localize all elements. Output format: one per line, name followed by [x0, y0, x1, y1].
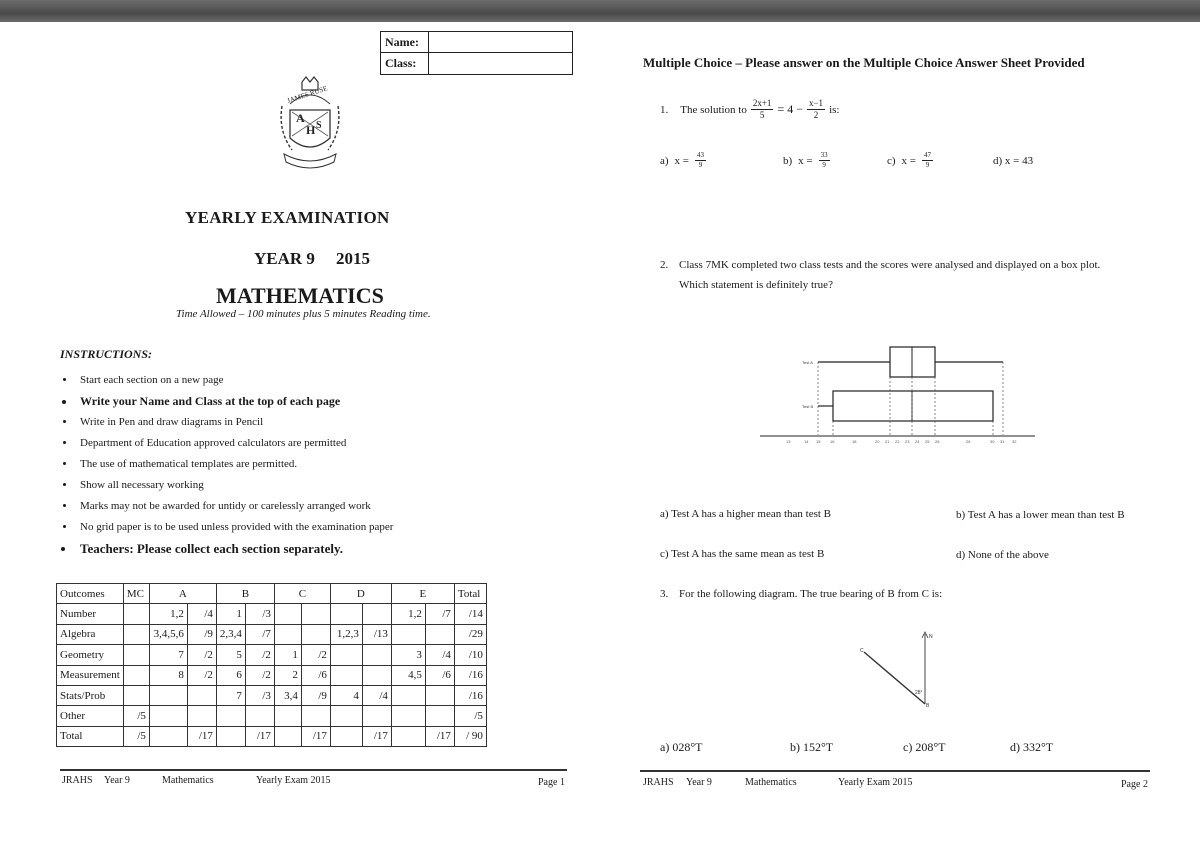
- q3-text: For the following diagram. The true bearing of B from C is:: [679, 588, 943, 600]
- table-cell: [391, 706, 425, 726]
- table-cell: /9: [187, 624, 216, 644]
- exam-year-label: YEAR 9: [254, 249, 315, 268]
- test-b-label: Test B: [802, 404, 814, 409]
- svg-text:H: H: [306, 123, 316, 137]
- q3-option-a: a) 028°T: [660, 740, 703, 754]
- q1-text-end: is:: [829, 103, 840, 116]
- q1-option-a: a) x = $\frac{43}{9}$: [660, 151, 705, 169]
- svg-text:30: 30: [990, 439, 995, 444]
- table-cell: [330, 706, 362, 726]
- q2-option-c: c) Test A has the same mean as test B: [660, 548, 825, 560]
- table-cell: [330, 604, 362, 624]
- row-label: Other: [57, 706, 124, 726]
- table-cell: [425, 624, 454, 644]
- footer-page: Page 1: [538, 777, 565, 788]
- table-cell: [274, 624, 301, 644]
- subject-title: MATHEMATICS: [216, 283, 384, 308]
- table-cell: /3: [245, 685, 274, 705]
- table-cell: /14: [454, 604, 486, 624]
- table-cell: /17: [425, 726, 454, 746]
- table-cell: 7: [216, 685, 245, 705]
- table-cell: [301, 624, 330, 644]
- table-cell: 1,2: [391, 604, 425, 624]
- svg-text:13: 13: [786, 439, 791, 444]
- table-cell: 1: [274, 645, 301, 665]
- svg-text:18: 18: [852, 439, 857, 444]
- table-cell: 5: [216, 645, 245, 665]
- header-cell: D: [330, 584, 391, 604]
- svg-text:26: 26: [935, 439, 940, 444]
- q2-question: Which statement is definitely true?: [679, 279, 833, 291]
- header-cell: E: [391, 584, 454, 604]
- footer-exam: Yearly Exam 2015: [256, 775, 331, 786]
- outcomes-table: [56, 583, 487, 747]
- table-cell: /17: [245, 726, 274, 746]
- name-field: [429, 32, 572, 53]
- multiple-choice-heading: Multiple Choice – Please answer on the Multiple Choice Answer Sheet Provided: [643, 55, 1085, 70]
- svg-text:21: 21: [885, 439, 890, 444]
- footer-subject: Mathematics: [162, 775, 214, 786]
- footer-rule: [640, 770, 1150, 772]
- table-cell: [123, 685, 149, 705]
- table-cell: [123, 604, 149, 624]
- row-label: Geometry: [57, 645, 124, 665]
- q1-option-b: b) x = $\frac{33}{9}$: [783, 151, 828, 169]
- table-cell: 4,5: [391, 665, 425, 685]
- row-label: Total: [57, 726, 124, 746]
- instruction-item: • Teachers: Please collect each section separately.: [76, 538, 546, 559]
- table-cell: [216, 726, 245, 746]
- svg-text:16: 16: [830, 439, 835, 444]
- table-cell: [187, 706, 216, 726]
- q1-option-c: c) x = $\frac{47}{9}$: [887, 151, 932, 169]
- header-cell: MC: [123, 584, 149, 604]
- class-field: [429, 53, 572, 74]
- svg-text:15: 15: [816, 439, 821, 444]
- svg-text:28: 28: [966, 439, 971, 444]
- footer-year: Year 9: [686, 777, 712, 788]
- table-cell: /17: [301, 726, 330, 746]
- row-label: Measurement: [57, 665, 124, 685]
- table-cell: /17: [362, 726, 391, 746]
- table-cell: 1: [216, 604, 245, 624]
- svg-text:20: 20: [875, 439, 880, 444]
- table-cell: [330, 726, 362, 746]
- table-cell: [149, 685, 187, 705]
- name-label: Name:: [381, 32, 429, 53]
- table-row: [57, 706, 487, 726]
- instruction-item: • Marks may not be awarded for untidy or carelessly arranged work: [76, 496, 546, 517]
- table-row: [57, 665, 487, 685]
- table-cell: [362, 706, 391, 726]
- table-cell: 3: [391, 645, 425, 665]
- table-cell: /2: [187, 665, 216, 685]
- footer-subject: Mathematics: [745, 777, 797, 788]
- table-cell: /9: [301, 685, 330, 705]
- q1-number: 1.: [660, 103, 669, 116]
- box-plot-diagram: [760, 340, 1040, 455]
- q3-option-d: d) 332°T: [1010, 740, 1054, 754]
- table-cell: /2: [245, 665, 274, 685]
- point-c-label: C: [860, 648, 864, 654]
- north-label: N: [929, 634, 933, 640]
- footer-school: JRAHS: [643, 777, 674, 788]
- q1-fraction-left: $\frac{2x+1}{5}$: [752, 98, 772, 120]
- table-cell: /4: [362, 685, 391, 705]
- angle-label: 28°: [915, 690, 923, 696]
- header-cell: Outcomes: [57, 584, 124, 604]
- table-cell: [362, 645, 391, 665]
- question-1: [660, 98, 839, 121]
- table-cell: /10: [454, 645, 486, 665]
- q3-option-c: c) 208°T: [903, 740, 946, 754]
- svg-text:22: 22: [895, 439, 900, 444]
- table-cell: 8: [149, 665, 187, 685]
- footer-school: JRAHS: [62, 775, 93, 786]
- table-cell: [425, 685, 454, 705]
- bearing-diagram: [855, 628, 945, 710]
- instruction-item: • Write your Name and Class at the top of each page: [76, 391, 546, 412]
- table-cell: /5: [454, 706, 486, 726]
- instruction-item: • Start each section on a new page: [76, 370, 546, 391]
- table-cell: /3: [245, 604, 274, 624]
- table-cell: /17: [187, 726, 216, 746]
- q2-text: Class 7MK completed two class tests and the scores were analysed and displayed on a box plot.: [679, 259, 1101, 271]
- svg-text:32: 32: [1012, 439, 1017, 444]
- table-cell: [330, 665, 362, 685]
- row-label: Number: [57, 604, 124, 624]
- q2-option-d: d) None of the above: [956, 549, 1049, 561]
- table-cell: /2: [245, 645, 274, 665]
- table-cell: 2: [274, 665, 301, 685]
- table-cell: [301, 604, 330, 624]
- table-cell: / 90: [454, 726, 486, 746]
- footer-exam: Yearly Exam 2015: [838, 777, 913, 788]
- q2-option-a: a) Test A has a higher mean than test B: [660, 508, 832, 520]
- table-cell: /6: [425, 665, 454, 685]
- table-cell: [391, 624, 425, 644]
- header-cell: A: [149, 584, 216, 604]
- table-cell: /2: [301, 645, 330, 665]
- svg-text:25: 25: [925, 439, 930, 444]
- header-cell: Total: [454, 584, 486, 604]
- table-cell: [362, 604, 391, 624]
- header-cell: C: [274, 584, 330, 604]
- table-cell: [187, 685, 216, 705]
- instructions-heading: INSTRUCTIONS:: [60, 347, 153, 361]
- table-cell: /6: [301, 665, 330, 685]
- table-cell: [274, 706, 301, 726]
- table-row: [57, 685, 487, 705]
- table-cell: /2: [187, 645, 216, 665]
- table-row: [57, 604, 487, 624]
- table-row: [57, 624, 487, 644]
- header-cell: B: [216, 584, 274, 604]
- name-class-box: [380, 31, 573, 75]
- table-cell: [245, 706, 274, 726]
- table-cell: [123, 645, 149, 665]
- instruction-item: • The use of mathematical templates are permitted.: [76, 454, 546, 475]
- logo-text: JAMES RUSE: [286, 84, 329, 105]
- q1-fraction-right: $\frac{x-1}{2}$: [808, 98, 824, 120]
- table-cell: [274, 726, 301, 746]
- table-cell: 4: [330, 685, 362, 705]
- q3-number: 3.: [660, 588, 669, 600]
- row-label: Stats/Prob: [57, 685, 124, 705]
- instruction-item: • Write in Pen and draw diagrams in Pencil: [76, 412, 546, 433]
- q1-text: The solution to: [680, 103, 747, 116]
- row-label: Algebra: [57, 624, 124, 644]
- table-cell: [391, 726, 425, 746]
- table-cell: /4: [425, 645, 454, 665]
- svg-text:S: S: [316, 120, 322, 131]
- table-cell: 1,2,3: [330, 624, 362, 644]
- table-cell: /7: [425, 604, 454, 624]
- q2-number: 2.: [660, 259, 669, 271]
- instruction-item: • Show all necessary working: [76, 475, 546, 496]
- table-row: [57, 645, 487, 665]
- table-cell: 2,3,4: [216, 624, 245, 644]
- table-cell: [301, 706, 330, 726]
- table-header-row: [57, 584, 487, 604]
- table-cell: [149, 726, 187, 746]
- table-cell: /29: [454, 624, 486, 644]
- test-a-label: Test A: [802, 360, 813, 365]
- table-cell: /16: [454, 665, 486, 685]
- class-label: Class:: [381, 53, 429, 74]
- table-cell: 6: [216, 665, 245, 685]
- footer-rule: [60, 769, 567, 771]
- table-cell: [216, 706, 245, 726]
- table-cell: [123, 665, 149, 685]
- q1-equation: = 4 −: [777, 102, 803, 116]
- q2-option-b: b) Test A has a lower mean than test B: [956, 509, 1125, 521]
- table-cell: [425, 706, 454, 726]
- instructions-list: [62, 370, 546, 559]
- scan-top-border: [0, 0, 1200, 22]
- table-cell: /7: [245, 624, 274, 644]
- exam-title: YEARLY EXAMINATION: [185, 208, 390, 227]
- table-cell: /13: [362, 624, 391, 644]
- table-cell: 1,2: [149, 604, 187, 624]
- table-cell: /5: [123, 706, 149, 726]
- table-cell: [330, 645, 362, 665]
- svg-text:23: 23: [905, 439, 910, 444]
- svg-text:24: 24: [915, 439, 920, 444]
- q1-option-d: d) x = 43: [993, 155, 1034, 167]
- svg-text:14: 14: [804, 439, 809, 444]
- table-cell: 3,4,5,6: [149, 624, 187, 644]
- exam-year-number: 2015: [336, 249, 370, 268]
- table-cell: 7: [149, 645, 187, 665]
- instruction-item: • Department of Education approved calculators are permitted: [76, 433, 546, 454]
- table-cell: [123, 624, 149, 644]
- q3-option-b: b) 152°T: [790, 740, 834, 754]
- table-cell: /5: [123, 726, 149, 746]
- svg-text:31: 31: [1000, 439, 1005, 444]
- table-cell: [149, 706, 187, 726]
- table-cell: [274, 604, 301, 624]
- svg-text:A: A: [296, 111, 305, 125]
- footer-year: Year 9: [104, 775, 130, 786]
- table-cell: [362, 665, 391, 685]
- table-cell: /16: [454, 685, 486, 705]
- instruction-item: • No grid paper is to be used unless provided with the examination paper: [76, 517, 546, 538]
- time-allowed: Time Allowed – 100 minutes plus 5 minutes Reading time.: [176, 308, 431, 320]
- footer-page: Page 2: [1121, 779, 1148, 790]
- table-cell: /4: [187, 604, 216, 624]
- table-cell: 3,4: [274, 685, 301, 705]
- table-cell: [391, 685, 425, 705]
- school-crest-logo: [276, 76, 344, 174]
- table-row: [57, 726, 487, 746]
- point-b-label: B: [926, 703, 930, 709]
